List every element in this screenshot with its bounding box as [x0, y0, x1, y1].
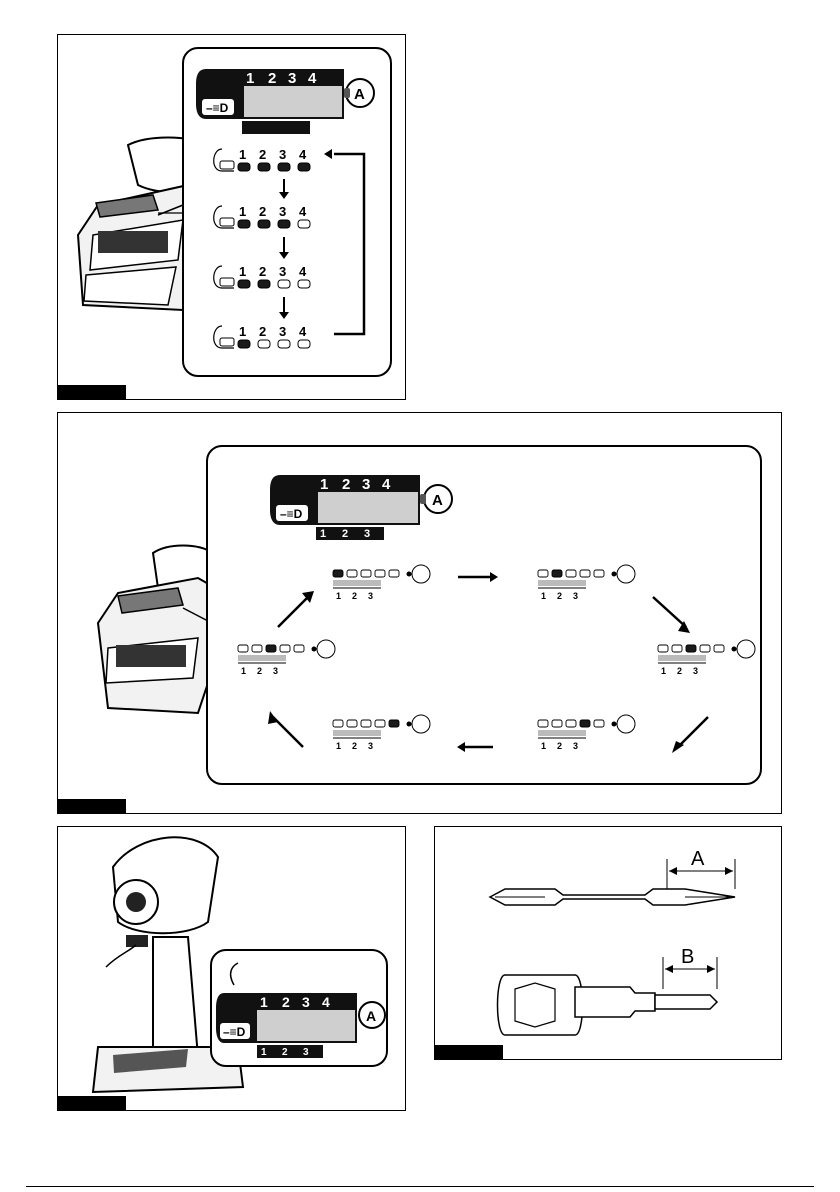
light-button-icon [220, 338, 234, 346]
light-button-icon [220, 161, 234, 169]
force-key-label: 4 [299, 147, 307, 162]
force-key-label: 3 [279, 324, 287, 339]
mode-led [238, 645, 248, 652]
switch-panel-icon-3 [212, 951, 390, 1069]
force-key-2: 2 [268, 70, 277, 87]
force-key-label: 3 [279, 264, 287, 279]
mode-led [280, 645, 290, 652]
light-button-icon: –≡D [206, 101, 229, 115]
assist-label-3: A [366, 1008, 377, 1024]
led-sequence-diagram [184, 49, 394, 379]
force-key-3-c: 3 [302, 994, 310, 1010]
led-indicator [238, 163, 250, 171]
bits-drawing [435, 827, 782, 1060]
led-indicator [258, 220, 270, 228]
app-key-label: 2 [677, 666, 683, 676]
arrow-head [279, 192, 289, 199]
mode-led [566, 570, 576, 577]
dimension-label-a: A [691, 848, 705, 870]
app-key-label: 2 [557, 591, 563, 601]
led-row [214, 324, 310, 348]
led-indicator [298, 340, 310, 348]
dimension-label-b: B [681, 946, 695, 968]
mode-led [538, 720, 548, 727]
assist-mode-icon [617, 565, 635, 583]
force-key-label: 3 [279, 147, 287, 162]
assist-mode-icon [317, 640, 335, 658]
mode-icons-strip [238, 655, 286, 661]
force-key-label: 2 [259, 324, 267, 339]
mode-led [347, 720, 357, 727]
mode-icons-strip [538, 730, 586, 736]
figure-impact-force-selection [57, 34, 406, 400]
led-indicator [258, 280, 270, 288]
figure-label-bar-3 [58, 1096, 126, 1110]
force-key-label: 4 [299, 324, 307, 339]
mode-icons-strip [333, 730, 381, 736]
force-key-label: 1 [239, 147, 247, 162]
mode-led [347, 570, 357, 577]
assist-led [407, 572, 412, 577]
assist-led [312, 647, 317, 652]
force-key-label: 1 [239, 204, 247, 219]
led-indicator [278, 163, 290, 171]
mode-led [658, 645, 668, 652]
force-key-2-c: 2 [282, 994, 290, 1010]
force-key-4: 4 [308, 70, 317, 87]
led-indicator [278, 340, 290, 348]
cycle-arrow-icon [334, 154, 364, 334]
arrow-head [268, 711, 278, 724]
cycle-arrow-icon [653, 597, 686, 627]
force-key-label: 2 [259, 147, 267, 162]
assist-mode-icon [412, 565, 430, 583]
app-key-label: 1 [336, 741, 342, 751]
led-indicator [238, 220, 250, 228]
mode-led [686, 645, 696, 652]
mode-led [566, 720, 576, 727]
led-indicator [258, 340, 270, 348]
light-button-icon [220, 278, 234, 286]
arrow-head [279, 312, 289, 319]
mode-led [266, 645, 276, 652]
assist-panel-zoom [210, 949, 388, 1067]
mode-led [700, 645, 710, 652]
led-indicator [258, 163, 270, 171]
led-indicator [238, 340, 250, 348]
mode-icons-strip [538, 580, 586, 586]
mode-icons-strip [658, 655, 706, 661]
cycle-arrow-icon [278, 597, 308, 627]
app-key-label: 2 [257, 666, 263, 676]
force-key-label: 4 [299, 264, 307, 279]
assist-led [407, 722, 412, 727]
led-row [214, 147, 310, 171]
led-indicator [278, 220, 290, 228]
app-key-label: 3 [693, 666, 699, 676]
led-indicator [238, 280, 250, 288]
mode-led [333, 570, 343, 577]
mode-led [672, 645, 682, 652]
figure-bit-dimensions [434, 826, 782, 1060]
force-key-1: 1 [246, 70, 255, 87]
assist-label-2: A [432, 492, 443, 509]
assist-mode-icon [617, 715, 635, 733]
app-key-2-c: 2 [282, 1047, 288, 1058]
switch-panel-icon-2 [270, 475, 452, 540]
app-key-label: 3 [273, 666, 279, 676]
light-button-icon [220, 218, 234, 226]
app-key-label: 2 [557, 741, 563, 751]
app-key-label: 1 [541, 591, 547, 601]
mode-cycle-diagram [208, 447, 764, 787]
control-panel-zoom [182, 47, 392, 377]
mode-led [580, 570, 590, 577]
mode-led [552, 570, 562, 577]
mode-led [361, 570, 371, 577]
assist-mode-icon [412, 715, 430, 733]
mode-led [538, 570, 548, 577]
socket-bit [498, 975, 718, 1035]
app-key-1-b: 1 [320, 528, 327, 540]
figure-label-bar-2 [58, 799, 126, 813]
assist-label: A [354, 86, 365, 103]
figure-label-bar [58, 385, 126, 399]
force-key-4-b: 4 [382, 476, 391, 493]
mode-led [252, 645, 262, 652]
force-key-label: 3 [279, 204, 287, 219]
mode-cycle-zoom [206, 445, 762, 785]
force-key-1-c: 1 [260, 994, 268, 1010]
app-key-label: 3 [368, 741, 374, 751]
led-row [214, 204, 310, 228]
force-key-label: 4 [299, 204, 307, 219]
force-key-label: 1 [239, 324, 247, 339]
force-key-1-b: 1 [320, 476, 329, 493]
mode-led [361, 720, 371, 727]
mode-led [389, 720, 399, 727]
mode-panel [658, 640, 755, 676]
arrow-head [324, 149, 332, 159]
force-key-label: 2 [259, 204, 267, 219]
page-bottom-rule [26, 1186, 814, 1187]
arrow-head [490, 572, 498, 582]
mode-panel [333, 565, 430, 601]
assist-led [732, 647, 737, 652]
mode-led [294, 645, 304, 652]
mode-led [552, 720, 562, 727]
cycle-arrow-icon [678, 717, 708, 747]
figure-application-mode-cycle [57, 412, 782, 814]
force-key-3-b: 3 [362, 476, 371, 493]
led-indicator [298, 280, 310, 288]
led-indicator [298, 163, 310, 171]
arrow-head [457, 742, 465, 752]
led-indicator [278, 280, 290, 288]
app-key-label: 2 [352, 741, 358, 751]
light-button-icon-2: –≡D [280, 507, 303, 521]
mode-led [375, 570, 385, 577]
led-indicator [298, 220, 310, 228]
figure-assist-button [57, 826, 406, 1111]
mode-led [714, 645, 724, 652]
mode-led [594, 570, 604, 577]
assist-led [612, 572, 617, 577]
mode-panel [538, 715, 635, 751]
app-key-1-c: 1 [261, 1047, 267, 1058]
mode-led [580, 720, 590, 727]
force-key-label: 2 [259, 264, 267, 279]
app-key-label: 1 [541, 741, 547, 751]
mode-panel [538, 565, 635, 601]
app-key-3-b: 3 [364, 528, 371, 540]
app-key-label: 1 [661, 666, 667, 676]
app-key-label: 3 [368, 591, 374, 601]
assist-led [612, 722, 617, 727]
figure-label-bar-4 [435, 1045, 503, 1059]
mode-led [389, 570, 399, 577]
arrow-head [279, 252, 289, 259]
mode-led [594, 720, 604, 727]
mode-panel [333, 715, 430, 751]
mode-icons-strip [333, 580, 381, 586]
assist-mode-icon [737, 640, 755, 658]
app-key-2-b: 2 [342, 528, 349, 540]
led-row [214, 264, 310, 288]
app-key-label: 1 [336, 591, 342, 601]
app-key-label: 3 [573, 591, 579, 601]
app-key-3-c: 3 [303, 1047, 309, 1058]
double-ended-bit [490, 889, 735, 905]
mode-panel [238, 640, 335, 676]
mode-led [375, 720, 385, 727]
force-key-3: 3 [288, 70, 297, 87]
force-key-4-c: 4 [322, 994, 330, 1010]
switch-panel-icon [196, 69, 374, 134]
app-key-label: 2 [352, 591, 358, 601]
mode-led [333, 720, 343, 727]
light-button-icon-3: –≡D [223, 1025, 246, 1039]
app-key-label: 1 [241, 666, 247, 676]
force-key-2-b: 2 [342, 476, 351, 493]
app-key-label: 3 [573, 741, 579, 751]
force-key-label: 1 [239, 264, 247, 279]
